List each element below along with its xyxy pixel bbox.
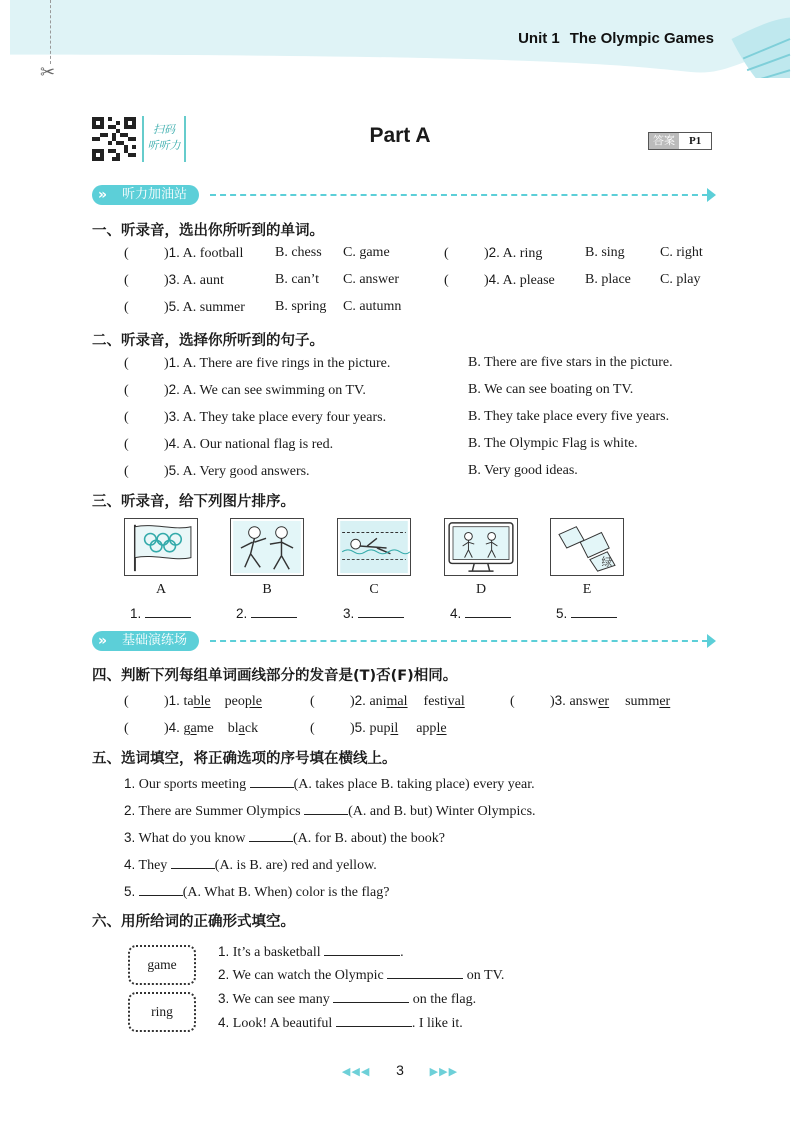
q5-item-1: 1. Our sports meeting (A. takes place B. taking place) every year. xyxy=(124,776,535,792)
picture-label-a: A xyxy=(155,582,167,597)
q5-blank-2[interactable] xyxy=(304,802,348,815)
q4-item-3: ( )3. answer summer xyxy=(510,693,671,709)
word-box-game: game xyxy=(128,945,196,985)
section-banner-listening xyxy=(92,184,722,206)
order-slot-3[interactable]: 3. xyxy=(343,605,404,621)
picture-label-e: E xyxy=(582,582,592,597)
q2-item-3-b: B. They take place every five years. xyxy=(468,409,670,424)
q1-item-3: ( )3. A. aunt xyxy=(124,272,224,288)
picture-e-paint-tubes xyxy=(550,518,624,576)
picture-b-players xyxy=(230,518,304,576)
q5-item-4: 4. They (A. is B. are) red and yellow. xyxy=(124,857,377,873)
picture-e-text: 绿 xyxy=(601,555,613,569)
order-slot-5[interactable]: 5. xyxy=(556,605,617,621)
arrow-right-icon xyxy=(707,634,716,648)
q3-heading: 三、听录音，给下列图片排序。 xyxy=(92,494,295,510)
next-arrows-icon: ▶▶▶ xyxy=(429,1066,459,1078)
q2-item-4-b: B. The Olympic Flag is white. xyxy=(468,436,638,451)
arrow-right-icon xyxy=(707,188,716,202)
q5-item-2: 2. There are Summer Olympics (A. and B. but) Winter Olympics. xyxy=(124,803,536,819)
q5-item-5: 5. (A. What B. When) color is the flag? xyxy=(124,884,390,900)
q2-item-2: ( )2. A. We can see swimming on TV. xyxy=(124,382,366,398)
page-number: 3 xyxy=(396,1062,404,1078)
q6-item-3: 3. We can see many on the flag. xyxy=(218,991,477,1007)
q5-blank-4[interactable] xyxy=(171,856,215,869)
q1-item-3-b: B. can’t xyxy=(275,272,320,287)
q1-item-5-b: B. spring xyxy=(275,299,327,314)
banner-dash xyxy=(210,640,708,642)
q6-blank-3[interactable] xyxy=(333,990,409,1003)
q2-item-4: ( )4. A. Our national flag is red. xyxy=(124,436,334,452)
page-footer xyxy=(0,1062,800,1078)
q1-item-4: ( )4. A. please xyxy=(444,272,555,288)
qr-caption-line-1: 扫码 xyxy=(153,123,175,136)
order-slot-1[interactable]: 1. xyxy=(130,605,191,621)
q1-item-5: ( )5. A. summer xyxy=(124,299,245,315)
q2-heading: 二、听录音，选择你所听到的句子。 xyxy=(92,333,324,349)
q1-item-4-b: B. place xyxy=(585,272,631,287)
order-slot-2[interactable]: 2. xyxy=(236,605,297,621)
prev-arrows-icon: ◀◀◀ xyxy=(341,1066,371,1078)
q2-item-1: ( )1. A. There are five rings in the picture. xyxy=(124,355,391,371)
answer-key-label: 答案 xyxy=(649,133,679,149)
scissors-icon: ✂ xyxy=(40,62,56,83)
word-box-ring: ring xyxy=(128,992,196,1032)
q2-item-5: ( )5. A. Very good answers. xyxy=(124,463,310,479)
q1-item-1-b: B. chess xyxy=(275,245,322,260)
unit-title xyxy=(518,30,714,47)
q1-item-2-b: B. sing xyxy=(585,245,625,260)
q6-heading: 六、用所给词的正确形式填空。 xyxy=(92,914,295,930)
answer-page: P1 xyxy=(689,135,702,147)
q1-heading: 一、听录音，选出你所听到的单词。 xyxy=(92,223,324,239)
q1-item-2: ( )2. A. ring xyxy=(444,245,543,261)
picture-label-b: B xyxy=(262,582,272,597)
qr-caption-line-2: 听听力 xyxy=(147,139,181,152)
q6-blank-2[interactable] xyxy=(387,966,463,979)
double-chevron-icon: » xyxy=(98,187,108,203)
q1-item-2-c: C. right xyxy=(660,245,703,260)
q2-item-5-b: B. Very good ideas. xyxy=(468,463,578,478)
order-slot-4[interactable]: 4. xyxy=(450,605,511,621)
q4-heading: 四、判断下列每组单词画线部分的发音是(T)否(F)相同。 xyxy=(92,668,458,684)
q2-item-2-b: B. We can see boating on TV. xyxy=(468,382,634,397)
q2-item-3: ( )3. A. They take place every four years. xyxy=(124,409,387,425)
q6-item-4: 4. Look! A beautiful . I like it. xyxy=(218,1015,463,1031)
q1-item-5-c: C. autumn xyxy=(343,299,402,314)
q4-item-5: ( )5. pupil apple xyxy=(310,720,447,736)
q5-item-3: 3. What do you know (A. for B. about) the book? xyxy=(124,830,445,846)
picture-a-olympic-flag xyxy=(124,518,198,576)
banner-dash xyxy=(210,194,708,196)
q4-item-2: ( )2. animal festival xyxy=(310,693,465,709)
q5-blank-3[interactable] xyxy=(249,829,293,842)
q2-item-1-b: B. There are five stars in the picture. xyxy=(468,355,673,370)
picture-label-c: C xyxy=(369,582,379,597)
q5-heading: 五、选词填空，将正确选项的序号填在横线上。 xyxy=(92,751,397,767)
picture-d-tv xyxy=(444,518,518,576)
q5-blank-5[interactable] xyxy=(139,883,183,896)
q1-item-4-c: C. play xyxy=(660,272,701,287)
page-title: Part A xyxy=(369,124,431,147)
q4-item-1: ( )1. table people xyxy=(124,693,262,709)
q6-item-1: 1. It’s a basketball . xyxy=(218,944,404,960)
unit-label: Unit 1 xyxy=(518,30,560,47)
picture-c-swimming xyxy=(337,518,411,576)
banner-label: 基础演练场 xyxy=(92,631,199,651)
banner-label: 听力加油站 xyxy=(92,185,199,205)
q4-item-4: ( )4. game black xyxy=(124,720,259,736)
section-banner-basics xyxy=(92,630,722,652)
q1-item-1-c: C. game xyxy=(343,245,390,260)
q6-item-2: 2. We can watch the Olympic on TV. xyxy=(218,967,505,983)
q6-blank-1[interactable] xyxy=(324,943,400,956)
unit-name: The Olympic Games xyxy=(569,30,714,47)
q1-item-1: ( )1. A. football xyxy=(124,245,244,261)
answer-reference[interactable] xyxy=(648,132,712,150)
q5-blank-1[interactable] xyxy=(250,775,294,788)
picture-label-d: D xyxy=(475,582,487,597)
q1-item-3-c: C. answer xyxy=(343,272,399,287)
double-chevron-icon: » xyxy=(98,633,108,649)
q6-blank-4[interactable] xyxy=(336,1014,412,1027)
cut-line xyxy=(50,0,51,64)
